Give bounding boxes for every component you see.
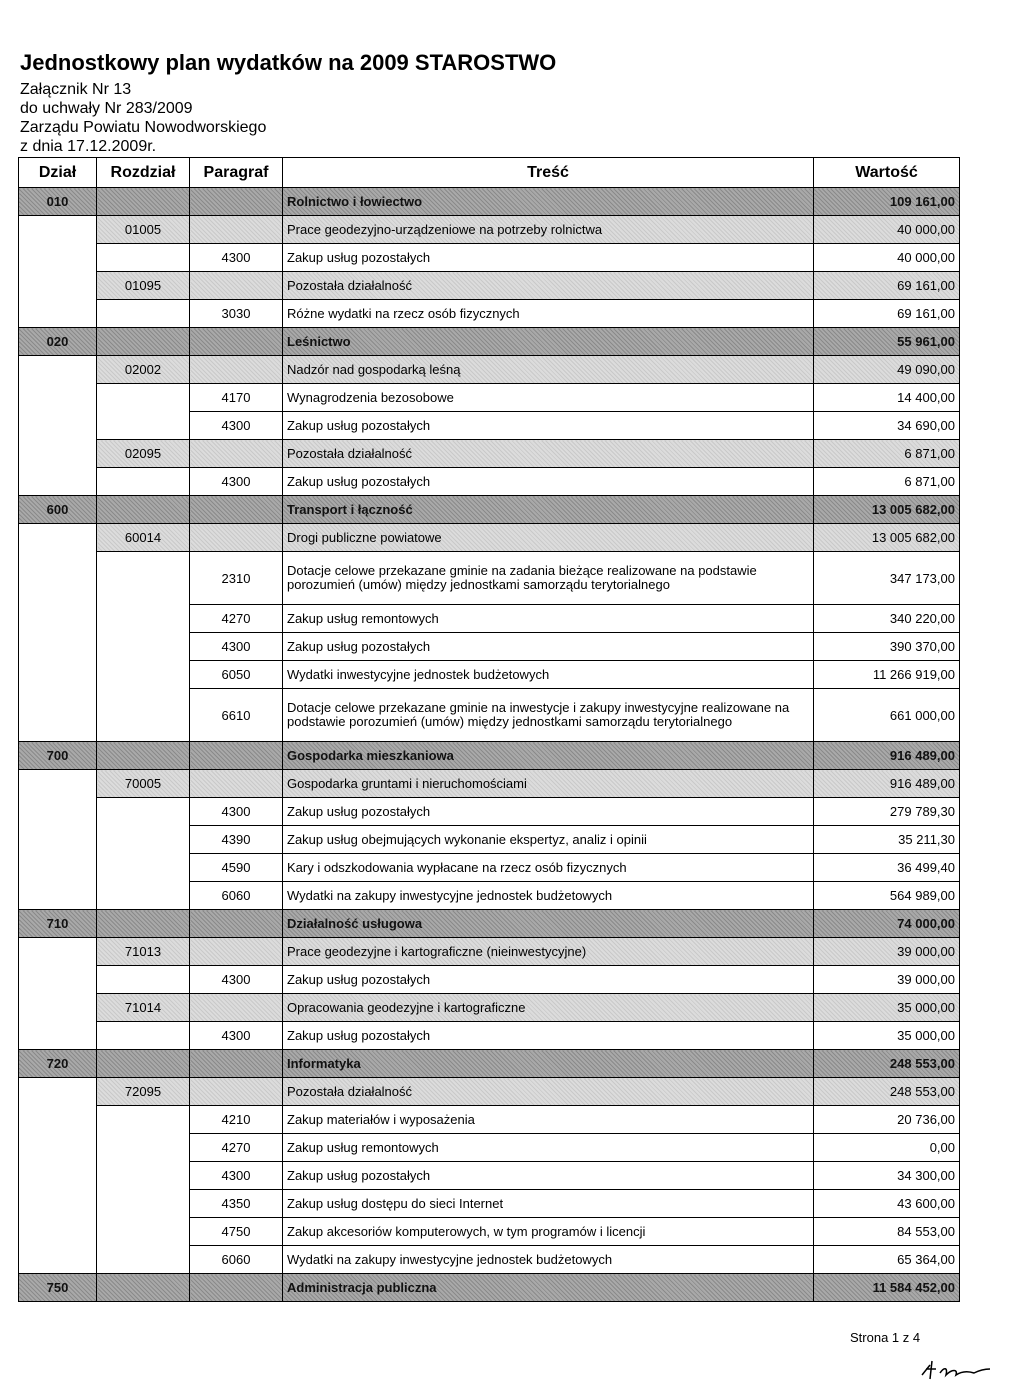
table-row [19, 1274, 960, 1302]
cell-tresc: Wynagrodzenia bezosobowe [283, 384, 814, 412]
cell-tresc: Różne wydatki na rzecz osób fizycznych [283, 300, 814, 328]
cell-paragraf [190, 328, 283, 356]
cell-wartosc: 248 553,00 [814, 1050, 960, 1078]
cell-wartosc: 564 989,00 [814, 882, 960, 910]
cell-paragraf: 6060 [190, 882, 283, 910]
cell-wartosc: 69 161,00 [814, 272, 960, 300]
cell-tresc: Zakup materiałów i wyposażenia [283, 1106, 814, 1134]
cell-wartosc: 35 000,00 [814, 994, 960, 1022]
cell-rozdzial [97, 633, 190, 661]
document-meta [20, 80, 266, 156]
table-row [19, 412, 960, 440]
cell-wartosc: 6 871,00 [814, 468, 960, 496]
cell-dzial [19, 633, 97, 661]
cell-rozdzial [97, 244, 190, 272]
cell-wartosc: 65 364,00 [814, 1246, 960, 1274]
cell-rozdzial: 02002 [97, 356, 190, 384]
cell-dzial [19, 1078, 97, 1106]
cell-paragraf [190, 910, 283, 938]
table-row [19, 216, 960, 244]
cell-rozdzial [97, 854, 190, 882]
cell-paragraf: 4270 [190, 1134, 283, 1162]
cell-tresc: Rolnictwo i łowiectwo [283, 188, 814, 216]
cell-rozdzial [97, 1134, 190, 1162]
cell-tresc: Pozostała działalność [283, 272, 814, 300]
cell-rozdzial [97, 188, 190, 216]
cell-paragraf: 4300 [190, 798, 283, 826]
cell-wartosc: 279 789,30 [814, 798, 960, 826]
cell-dzial [19, 440, 97, 468]
cell-wartosc: 340 220,00 [814, 605, 960, 633]
cell-dzial [19, 1106, 97, 1134]
cell-tresc: Dotacje celowe przekazane gminie na inwestycje i zakupy inwestycyjne realizowane na podstawie porozumień (umów) między jednostkami samorządu terytorialnego [283, 689, 814, 742]
cell-wartosc: 661 000,00 [814, 689, 960, 742]
cell-rozdzial: 01005 [97, 216, 190, 244]
cell-wartosc: 34 300,00 [814, 1162, 960, 1190]
cell-rozdzial [97, 1162, 190, 1190]
cell-tresc: Zakup usług pozostałych [283, 633, 814, 661]
table-row [19, 661, 960, 689]
cell-rozdzial [97, 1022, 190, 1050]
cell-tresc: Prace geodezyjno-urządzeniowe na potrzeby rolnictwa [283, 216, 814, 244]
table-row [19, 384, 960, 412]
cell-paragraf [190, 994, 283, 1022]
cell-paragraf: 4300 [190, 468, 283, 496]
table-row [19, 1078, 960, 1106]
cell-tresc: Zakup usług remontowych [283, 605, 814, 633]
cell-paragraf: 3030 [190, 300, 283, 328]
cell-rozdzial [97, 496, 190, 524]
cell-rozdzial [97, 1246, 190, 1274]
cell-paragraf: 4170 [190, 384, 283, 412]
cell-paragraf [190, 1050, 283, 1078]
column-header-rozdzial: Rozdział [97, 158, 190, 188]
cell-rozdzial: 02095 [97, 440, 190, 468]
cell-wartosc: 35 211,30 [814, 826, 960, 854]
cell-rozdzial [97, 826, 190, 854]
table-row [19, 328, 960, 356]
cell-paragraf [190, 356, 283, 384]
cell-paragraf [190, 272, 283, 300]
meta-line-date: z dnia 17.12.2009r. [20, 138, 157, 155]
table-row [19, 244, 960, 272]
cell-tresc: Wydatki na zakupy inwestycyjne jednostek budżetowych [283, 882, 814, 910]
cell-tresc: Zakup usług pozostałych [283, 468, 814, 496]
cell-dzial [19, 1218, 97, 1246]
cell-dzial [19, 826, 97, 854]
table-row [19, 1022, 960, 1050]
page-number: Strona 1 z 4 [850, 1330, 921, 1345]
table-header-row [19, 158, 960, 188]
document-title: Jednostkowy plan wydatków na 2009 STAROSTWO [20, 50, 557, 75]
table-row [19, 300, 960, 328]
cell-tresc: Drogi publiczne powiatowe [283, 524, 814, 552]
cell-tresc: Zakup usług obejmujących wykonanie ekspertyz, analiz i opinii [283, 826, 814, 854]
cell-tresc: Zakup usług pozostałych [283, 798, 814, 826]
cell-rozdzial [97, 468, 190, 496]
table-row [19, 689, 960, 742]
cell-wartosc: 39 000,00 [814, 938, 960, 966]
table-row [19, 966, 960, 994]
cell-rozdzial [97, 742, 190, 770]
cell-tresc: Prace geodezyjne i kartograficzne (nieinwestycyjne) [283, 938, 814, 966]
cell-dzial [19, 1246, 97, 1274]
cell-rozdzial [97, 552, 190, 605]
cell-wartosc: 13 005 682,00 [814, 524, 960, 552]
cell-paragraf: 6050 [190, 661, 283, 689]
cell-wartosc: 6 871,00 [814, 440, 960, 468]
cell-tresc: Zakup usług pozostałych [283, 966, 814, 994]
column-header-wartosc: Wartość [814, 158, 960, 188]
cell-paragraf [190, 216, 283, 244]
cell-paragraf [190, 938, 283, 966]
cell-paragraf [190, 440, 283, 468]
table-row [19, 496, 960, 524]
table-row [19, 938, 960, 966]
column-header-paragraf: Paragraf [190, 158, 283, 188]
table-row [19, 633, 960, 661]
cell-wartosc: 347 173,00 [814, 552, 960, 605]
cell-tresc: Zakup usług remontowych [283, 1134, 814, 1162]
cell-wartosc: 0,00 [814, 1134, 960, 1162]
cell-tresc: Dotacje celowe przekazane gminie na zadania bieżące realizowane na podstawie porozumień (umów) między jednostkami samorządu terytorialnego [283, 552, 814, 605]
cell-tresc: Informatyka [283, 1050, 814, 1078]
table-row [19, 524, 960, 552]
cell-tresc: Działalność usługowa [283, 910, 814, 938]
table-row [19, 552, 960, 605]
cell-rozdzial [97, 412, 190, 440]
cell-tresc: Zakup usług pozostałych [283, 244, 814, 272]
cell-wartosc: 13 005 682,00 [814, 496, 960, 524]
cell-dzial: 750 [19, 1274, 97, 1302]
cell-dzial [19, 854, 97, 882]
signature-image [918, 1355, 998, 1383]
cell-wartosc: 43 600,00 [814, 1190, 960, 1218]
cell-dzial [19, 966, 97, 994]
cell-tresc: Gospodarka mieszkaniowa [283, 742, 814, 770]
cell-tresc: Transport i łączność [283, 496, 814, 524]
cell-dzial [19, 798, 97, 826]
cell-rozdzial [97, 300, 190, 328]
cell-paragraf: 4750 [190, 1218, 283, 1246]
table-row [19, 188, 960, 216]
cell-tresc: Zakup akcesoriów komputerowych, w tym programów i licencji [283, 1218, 814, 1246]
cell-paragraf: 4300 [190, 244, 283, 272]
cell-rozdzial [97, 882, 190, 910]
cell-paragraf [190, 742, 283, 770]
cell-tresc: Nadzór nad gospodarką leśną [283, 356, 814, 384]
cell-wartosc: 69 161,00 [814, 300, 960, 328]
meta-line-resolution: do uchwały Nr 283/2009 [20, 100, 193, 117]
cell-wartosc: 109 161,00 [814, 188, 960, 216]
cell-rozdzial [97, 384, 190, 412]
table-row [19, 1134, 960, 1162]
table-row [19, 1050, 960, 1078]
cell-dzial [19, 524, 97, 552]
column-header-tresc: Treść [283, 158, 814, 188]
cell-wartosc: 11 266 919,00 [814, 661, 960, 689]
cell-rozdzial [97, 966, 190, 994]
table-row [19, 854, 960, 882]
cell-dzial [19, 1162, 97, 1190]
cell-tresc: Pozostała działalność [283, 1078, 814, 1106]
cell-rozdzial: 72095 [97, 1078, 190, 1106]
cell-paragraf: 6610 [190, 689, 283, 742]
table-row [19, 356, 960, 384]
cell-rozdzial [97, 1218, 190, 1246]
cell-paragraf: 4270 [190, 605, 283, 633]
cell-tresc: Pozostała działalność [283, 440, 814, 468]
cell-dzial: 720 [19, 1050, 97, 1078]
table-row [19, 1218, 960, 1246]
cell-rozdzial [97, 1190, 190, 1218]
cell-paragraf: 4300 [190, 1022, 283, 1050]
cell-paragraf: 4300 [190, 1162, 283, 1190]
cell-paragraf: 4300 [190, 633, 283, 661]
cell-tresc: Kary i odszkodowania wypłacane na rzecz osób fizycznych [283, 854, 814, 882]
cell-dzial: 700 [19, 742, 97, 770]
table-row [19, 994, 960, 1022]
table-row [19, 272, 960, 300]
table-row [19, 742, 960, 770]
cell-wartosc: 39 000,00 [814, 966, 960, 994]
cell-dzial: 600 [19, 496, 97, 524]
cell-dzial [19, 272, 97, 300]
cell-rozdzial: 01095 [97, 272, 190, 300]
cell-dzial [19, 1190, 97, 1218]
cell-dzial [19, 300, 97, 328]
cell-dzial [19, 1134, 97, 1162]
cell-rozdzial: 70005 [97, 770, 190, 798]
cell-wartosc: 11 584 452,00 [814, 1274, 960, 1302]
cell-dzial: 020 [19, 328, 97, 356]
cell-tresc: Opracowania geodezyjne i kartograficzne [283, 994, 814, 1022]
cell-tresc: Leśnictwo [283, 328, 814, 356]
cell-paragraf [190, 188, 283, 216]
table-row [19, 1246, 960, 1274]
cell-dzial [19, 661, 97, 689]
cell-paragraf: 4390 [190, 826, 283, 854]
cell-dzial [19, 938, 97, 966]
cell-dzial [19, 994, 97, 1022]
cell-paragraf: 4300 [190, 966, 283, 994]
cell-wartosc: 390 370,00 [814, 633, 960, 661]
cell-dzial [19, 384, 97, 412]
cell-wartosc: 74 000,00 [814, 910, 960, 938]
table-row [19, 1106, 960, 1134]
cell-paragraf: 4350 [190, 1190, 283, 1218]
cell-wartosc: 916 489,00 [814, 770, 960, 798]
table-row [19, 910, 960, 938]
cell-tresc: Zakup usług pozostałych [283, 1162, 814, 1190]
cell-dzial [19, 412, 97, 440]
budget-table [18, 157, 960, 1302]
cell-dzial [19, 770, 97, 798]
cell-dzial [19, 356, 97, 384]
meta-line-attachment: Załącznik Nr 13 [20, 81, 132, 98]
cell-paragraf: 4210 [190, 1106, 283, 1134]
table-row [19, 798, 960, 826]
cell-rozdzial [97, 661, 190, 689]
table-body [19, 188, 960, 1302]
cell-paragraf [190, 524, 283, 552]
cell-wartosc: 49 090,00 [814, 356, 960, 384]
cell-rozdzial [97, 798, 190, 826]
cell-wartosc: 248 553,00 [814, 1078, 960, 1106]
cell-dzial [19, 244, 97, 272]
cell-dzial: 710 [19, 910, 97, 938]
cell-tresc: Zakup usług dostępu do sieci Internet [283, 1190, 814, 1218]
cell-paragraf: 6060 [190, 1246, 283, 1274]
cell-tresc: Administracja publiczna [283, 1274, 814, 1302]
cell-rozdzial [97, 1274, 190, 1302]
cell-tresc: Wydatki na zakupy inwestycyjne jednostek budżetowych [283, 1246, 814, 1274]
cell-rozdzial [97, 689, 190, 742]
cell-wartosc: 35 000,00 [814, 1022, 960, 1050]
cell-wartosc: 55 961,00 [814, 328, 960, 356]
cell-rozdzial [97, 605, 190, 633]
cell-tresc: Wydatki inwestycyjne jednostek budżetowych [283, 661, 814, 689]
cell-tresc: Zakup usług pozostałych [283, 1022, 814, 1050]
cell-rozdzial: 71013 [97, 938, 190, 966]
cell-rozdzial [97, 1050, 190, 1078]
cell-rozdzial: 71014 [97, 994, 190, 1022]
table-row [19, 605, 960, 633]
cell-wartosc: 84 553,00 [814, 1218, 960, 1246]
cell-wartosc: 14 400,00 [814, 384, 960, 412]
cell-paragraf [190, 1274, 283, 1302]
cell-dzial [19, 552, 97, 605]
cell-dzial [19, 689, 97, 742]
cell-rozdzial [97, 328, 190, 356]
cell-tresc: Zakup usług pozostałych [283, 412, 814, 440]
cell-dzial [19, 468, 97, 496]
cell-paragraf [190, 496, 283, 524]
cell-rozdzial [97, 1106, 190, 1134]
table-row [19, 882, 960, 910]
cell-dzial [19, 605, 97, 633]
table-row [19, 770, 960, 798]
cell-tresc: Gospodarka gruntami i nieruchomościami [283, 770, 814, 798]
cell-wartosc: 20 736,00 [814, 1106, 960, 1134]
cell-dzial [19, 216, 97, 244]
table-row [19, 468, 960, 496]
cell-wartosc: 34 690,00 [814, 412, 960, 440]
cell-rozdzial [97, 910, 190, 938]
table-row [19, 440, 960, 468]
table-row [19, 826, 960, 854]
cell-paragraf [190, 1078, 283, 1106]
cell-wartosc: 916 489,00 [814, 742, 960, 770]
cell-wartosc: 40 000,00 [814, 244, 960, 272]
cell-paragraf: 2310 [190, 552, 283, 605]
meta-line-board: Zarządu Powiatu Nowodworskiego [20, 119, 267, 136]
table-row [19, 1190, 960, 1218]
cell-paragraf: 4300 [190, 412, 283, 440]
cell-rozdzial: 60014 [97, 524, 190, 552]
cell-dzial [19, 1022, 97, 1050]
cell-wartosc: 40 000,00 [814, 216, 960, 244]
cell-wartosc: 36 499,40 [814, 854, 960, 882]
column-header-dzial: Dział [19, 158, 97, 188]
cell-dzial: 010 [19, 188, 97, 216]
cell-dzial [19, 882, 97, 910]
cell-paragraf: 4590 [190, 854, 283, 882]
cell-paragraf [190, 770, 283, 798]
table-row [19, 1162, 960, 1190]
